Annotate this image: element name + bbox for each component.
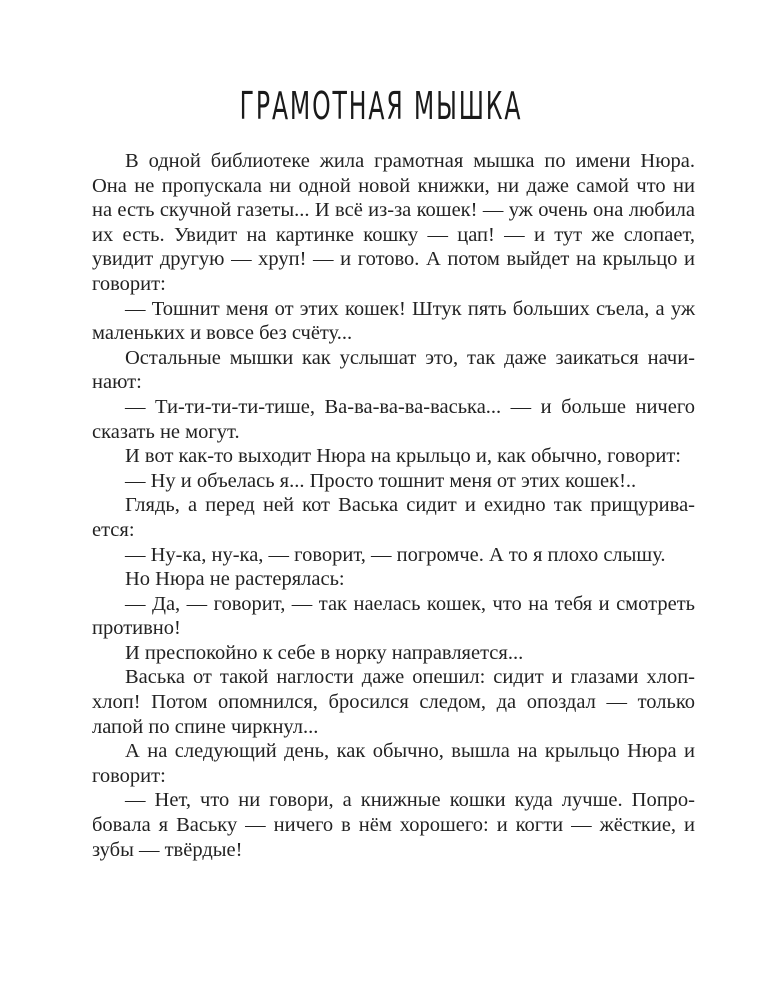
paragraph: — Да, — говорит, — так наелась кошек, что на тебя и смотреть противно! [92, 592, 695, 640]
paragraph: Остальные мышки как услышат это, так даже заикаться начинают: [92, 346, 695, 394]
paragraph: И вот как-то выходит Нюра на крыльцо и, как обычно, говорит: [125, 445, 681, 468]
paragraph: — Ну и объелась я... Просто тошнит меня от этих кошек!.. [125, 469, 637, 492]
paragraph: Глядь, а перед ней кот Васька сидит и ехидно так прищуривается: [92, 494, 695, 541]
paragraph: — Тошнит меня от этих кошек! Штук пять больших съела, а уж маленьких и вовсе без счёту... [92, 297, 695, 345]
paragraph: И преспокойно к себе в норку направляется... [125, 641, 524, 664]
story-title: ГРАМОТНАЯ МЫШКА [239, 84, 523, 128]
paragraph: Васька от такой наглости даже опешил: сидит и глазами хлоп-хлоп! Потом опомнился, бросился следом, да опоздал — только лапой по спине чиркнул... [92, 666, 695, 738]
paragraph: В одной библиотеке жила грамотная мышка по имени Нюра. Она не пропускала ни одной новой книжки, ни даже самой что ни на есть скучной газеты... И всё из-за кошек! — уж очень она любила их есть. Увидит на картинке кошку — цап! — и тут же слопает, увидит другую — хруп! — и готово. А потом выйдет на крыльцо и говорит: [92, 150, 695, 295]
paragraph: — Ну-ка, ну-ка, — говорит, — погромче. А то я плохо слышу. [125, 543, 666, 566]
story-body [92, 149, 695, 862]
paragraph: Но Нюра не растерялась: [125, 568, 345, 591]
paragraph: — Нет, что ни говори, а книжные кошки куда лучше. Попробовала я Ваську — ничего в нём хорошего: и когти — жёсткие, и зубы — твёрдые! [92, 789, 695, 861]
paragraph: А на следующий день, как обычно, вышла на крыльцо Нюра и говорит: [92, 740, 695, 787]
paragraph: — Ти-ти-ти-ти-тише, Ва-ва-ва-ва-васька... — и больше ничего сказать не могут. [92, 395, 695, 443]
